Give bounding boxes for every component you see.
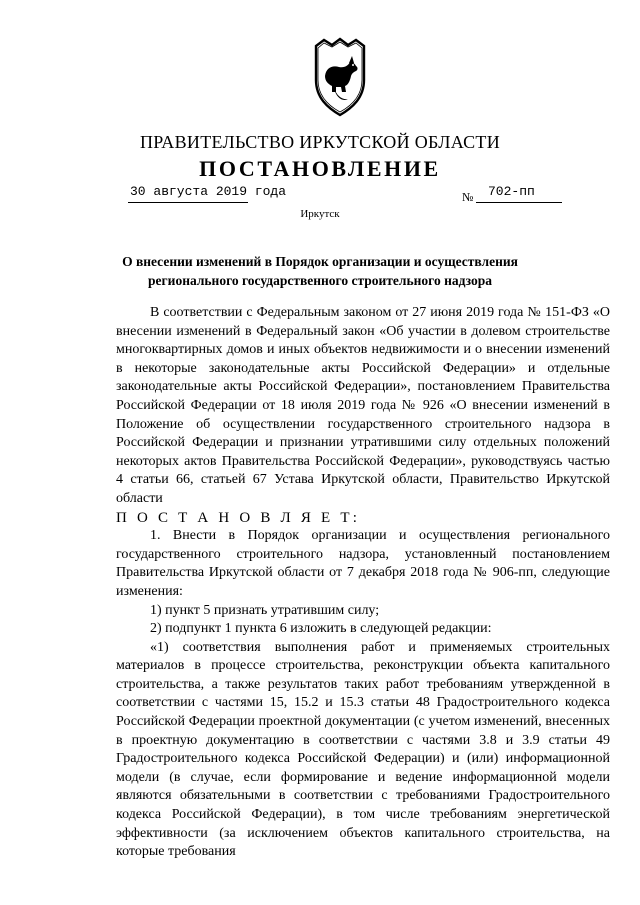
document-type-title: ПОСТАНОВЛЕНИЕ (199, 156, 441, 181)
document-city: Иркутск (300, 208, 340, 220)
document-heading: О внесении изменений в Порядок организации и осуществления регионального государственного строительного надзора (122, 254, 518, 288)
number-underline (476, 202, 562, 203)
preamble-paragraph: В соответствии с Федеральным законом от 27 июня 2019 года № 151-ФЗ «О внесении изменений в Федеральный закон «Об участии в долевом строительстве многоквартирных домов и иных объектов недвижимости и о внесении изменений в некоторые законодательные акты Российской Федерации» и отдельные законодательные акты Российской Федерации», постановлением Правительства Российской Федерации от 18 июля 2019 года № 926 «О внесении изменений в Положение об осуществлении государственного строительного надзора в Российской Федерации и признании утратившими силу отдельных положений некоторых актов Правительства Российской Федерации», руководствуясь частью 4 статьи 66, статьей 67 Устава Иркутской области, Правительство Иркутской области (116, 305, 610, 506)
number-sign: № (462, 190, 474, 204)
date-underline (128, 202, 248, 203)
item-1-subitem-2: 2) подпункт 1 пункта 6 изложить в следующей редакции: (150, 621, 492, 637)
item-1-subitem-1: 1) пункт 5 признать утратившим силу; (150, 602, 380, 618)
item-1-paragraph: 1. Внести в Порядок организации и осуществления регионального государственного строительного надзора, установленный постановлением Правительства Иркутской области от 7 декабря 2018 года № 906-пп, следующие изменения: (116, 528, 610, 599)
document-date: 30 августа 2019 года (130, 184, 287, 199)
government-name: ПРАВИТЕЛЬСТВО ИРКУТСКОЙ ОБЛАСТИ (139, 132, 501, 152)
document-number: 702-пп (488, 184, 535, 199)
resolves-line: П О С Т А Н О В Л Я Е Т: (116, 509, 361, 526)
document-body (116, 304, 610, 862)
irkutsk-coat-of-arms-icon (312, 36, 368, 118)
quoted-amendment-paragraph: «1) соответствия выполнения работ и применяемых строительных материалов в процессе строительства, реконструкции объекта капитального строительства, а также результатов таких работ требованиям утвержденной в соответствии с частями 15, 15.2 и 15.3 статьи 48 Градостроительного кодекса Российской Федерации проектной документации (с учетом изменений, внесенных в проектную документацию в соответствии с частями 3.8 и 3.9 статьи 49 Градостроительного кодекса Российской Федерации) и (или) информационной модели (в случае, если формирование и ведение информационной модели являются обязательными в соответствии с требованиями Градостроительного кодекса Российской Федерации), в том числе требованиям энергетической эффективности (за исключением объектов капитального строительства, на которые требования (116, 639, 610, 860)
